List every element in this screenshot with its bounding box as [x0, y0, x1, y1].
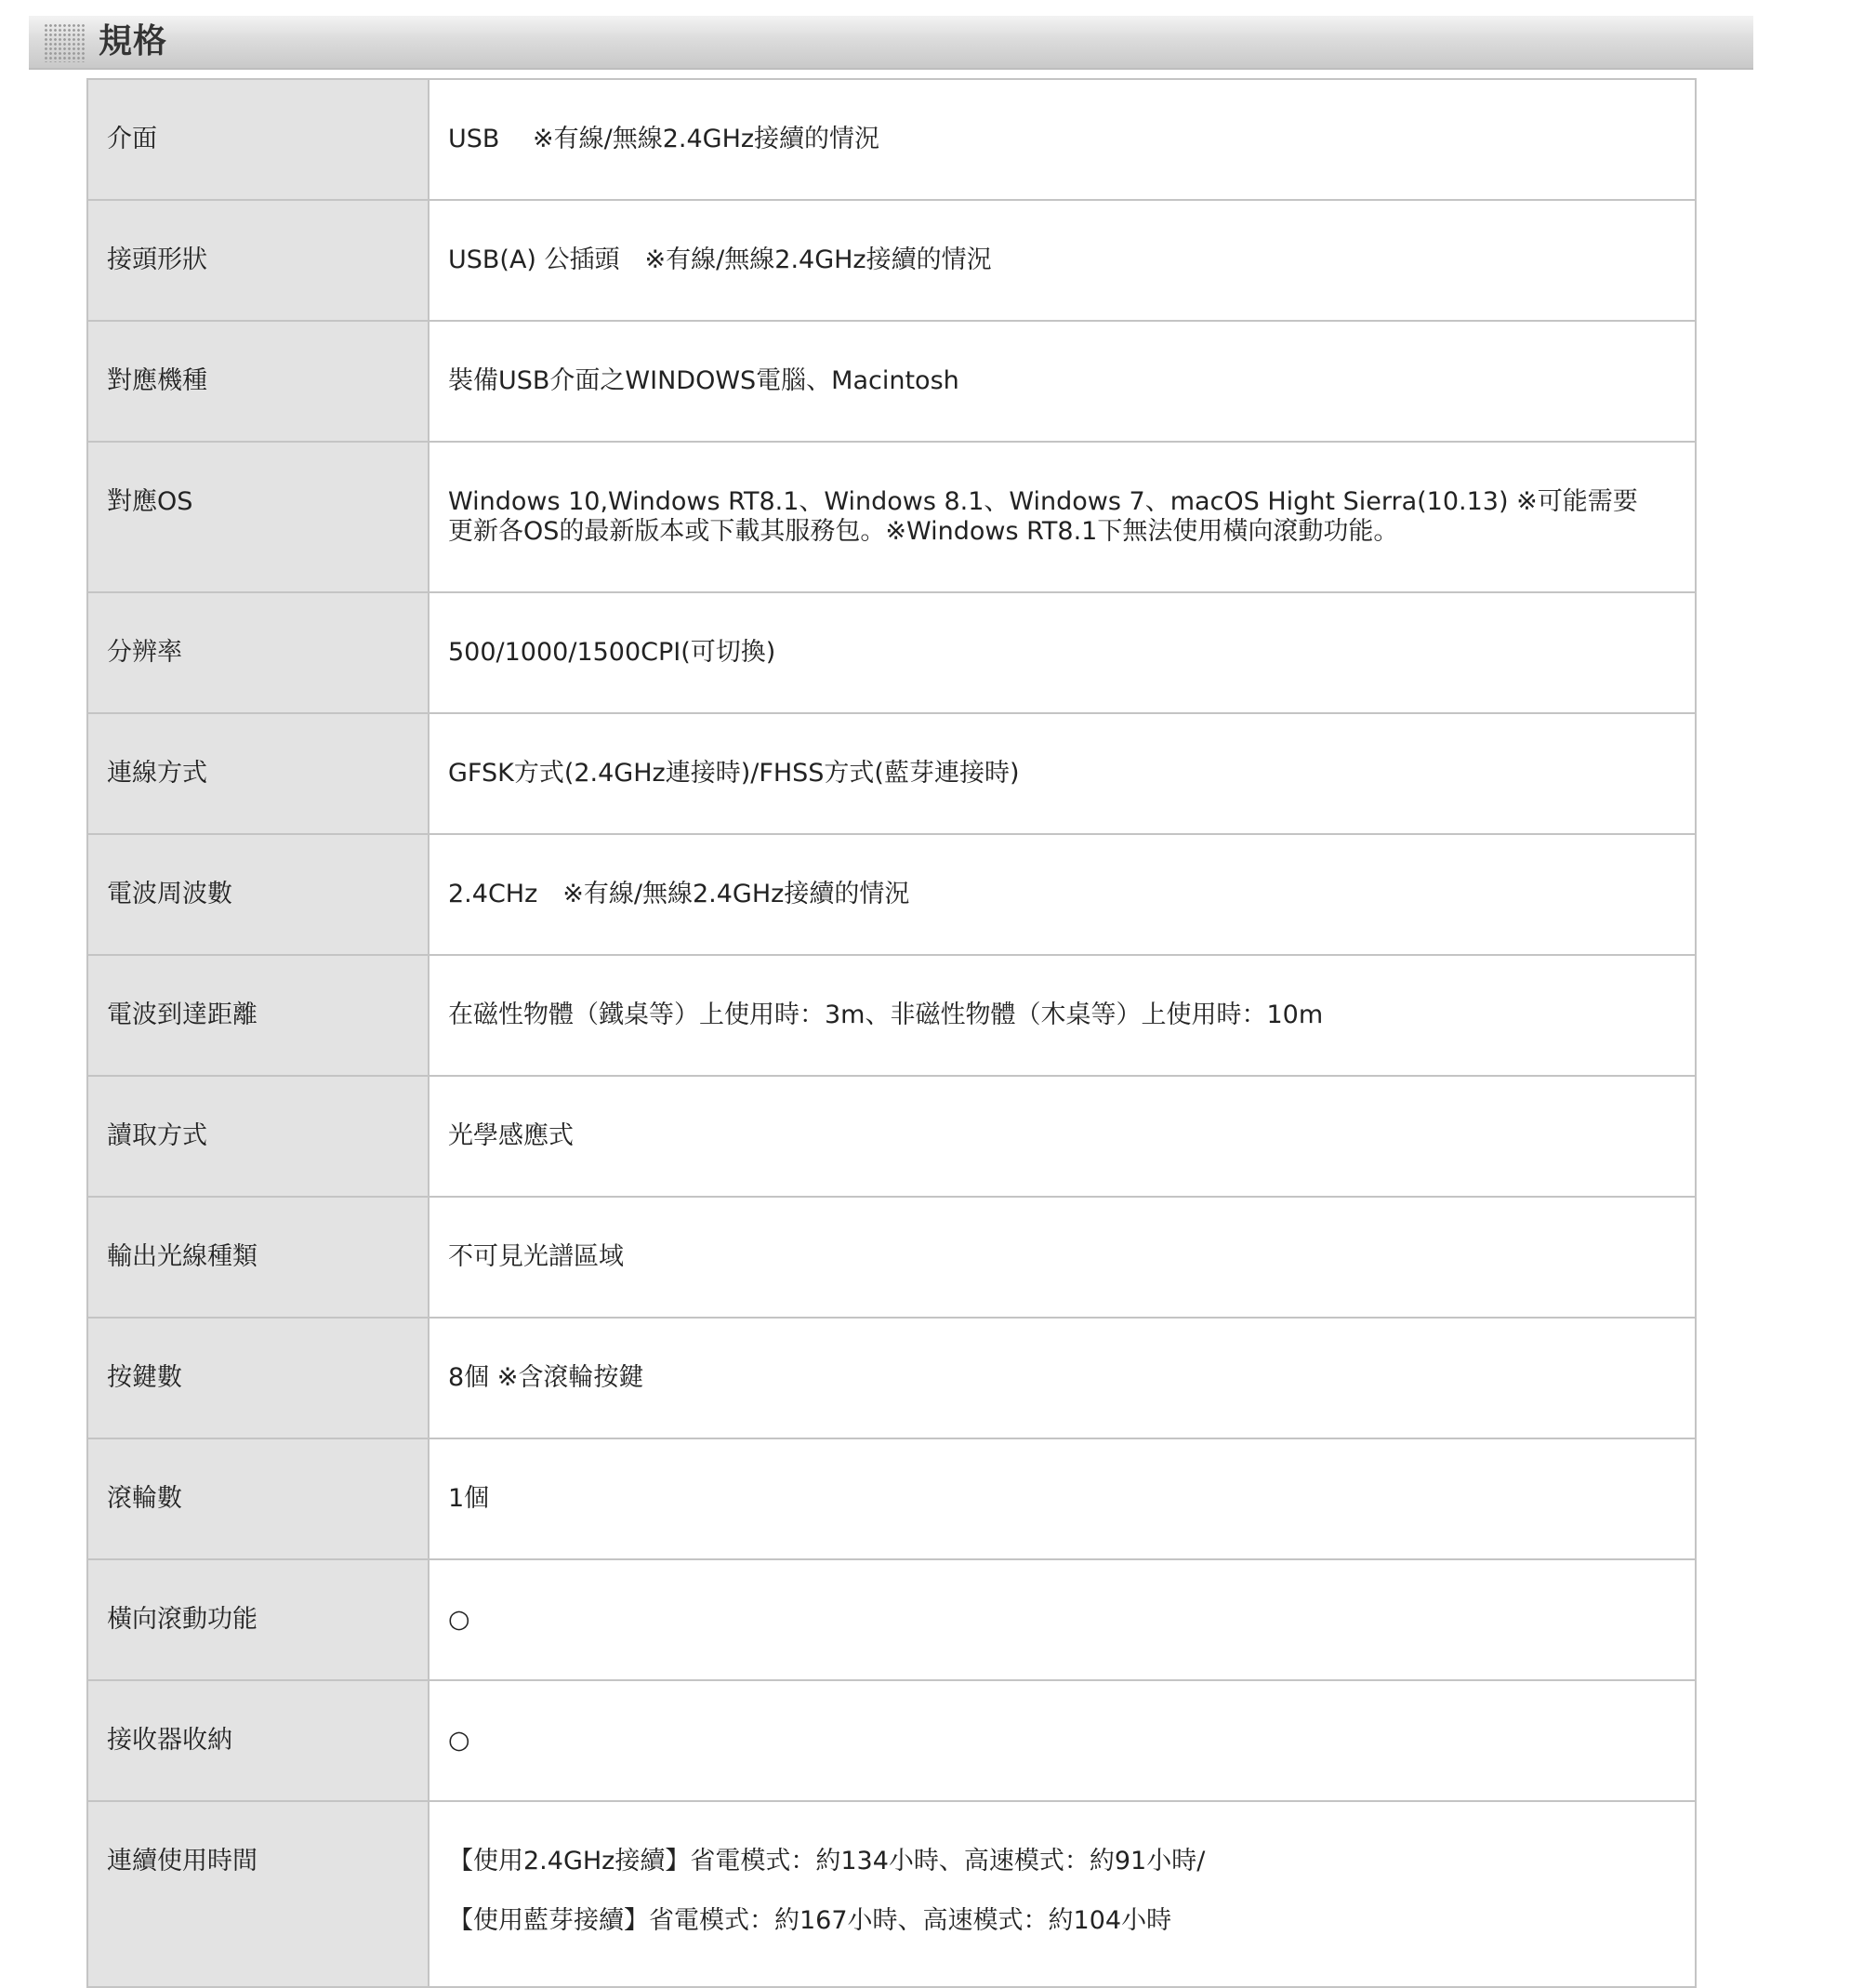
table-row	[87, 1680, 1696, 1801]
spec-value-line: 【使用2.4GHz接續】省電模式：約134小時、高速模式：約91小時/	[448, 1847, 1206, 1875]
spec-value-line: 【使用藍芽接續】省電模式：約167小時、高速模式：約104小時	[448, 1906, 1172, 1935]
spec-value: 8個 ※含滾輪按鍵	[429, 1318, 1696, 1438]
spec-table	[86, 78, 1697, 1988]
spec-label: 接頭形狀	[87, 200, 429, 321]
table-row	[87, 1559, 1696, 1680]
table-row	[87, 1438, 1696, 1559]
table-row	[87, 834, 1696, 955]
section-header	[29, 16, 1753, 70]
table-row	[87, 442, 1696, 592]
spec-label: 按鍵數	[87, 1318, 429, 1438]
spec-value: 1個	[429, 1438, 1696, 1559]
spec-label: 滾輪數	[87, 1438, 429, 1559]
spec-label: 橫向滾動功能	[87, 1559, 429, 1680]
spec-value: USB(A) 公插頭 ※有線/無線2.4GHz接續的情況	[429, 200, 1696, 321]
table-row	[87, 1197, 1696, 1318]
spec-label: 讀取方式	[87, 1076, 429, 1197]
spec-label: 電波到達距離	[87, 955, 429, 1076]
spec-value: 在磁性物體（鐵桌等）上使用時：3m、非磁性物體（木桌等）上使用時：10m	[429, 955, 1696, 1076]
spec-value: GFSK方式(2.4GHz連接時)/FHSS方式(藍芽連接時)	[429, 713, 1696, 834]
spec-label: 分辨率	[87, 592, 429, 713]
table-row	[87, 1318, 1696, 1438]
spec-value: ○	[429, 1559, 1696, 1680]
spec-value: 裝備USB介面之WINDOWS電腦、Macintosh	[429, 321, 1696, 442]
spec-label: 對應機種	[87, 321, 429, 442]
spec-value: ○	[429, 1680, 1696, 1801]
spec-label: 輸出光線種類	[87, 1197, 429, 1318]
header-grip-icon	[44, 23, 85, 62]
spec-label: 電波周波數	[87, 834, 429, 955]
section-title: 規格	[99, 22, 168, 60]
table-row	[87, 1801, 1696, 1987]
spec-value: 光學感應式	[429, 1076, 1696, 1197]
spec-value: Windows 10,Windows RT8.1、Windows 8.1、Windows 7、macOS Hight Sierra(10.13) ※可能需要更新各OS的最新版本或下載其服務包。※Windows RT8.1下無法使用橫向滾動功能。	[429, 442, 1696, 592]
spec-value	[429, 1801, 1696, 1987]
spec-label: 接收器收納	[87, 1680, 429, 1801]
spec-value: 不可見光譜區域	[429, 1197, 1696, 1318]
spec-value: USB ※有線/無線2.4GHz接續的情況	[429, 79, 1696, 200]
spec-label: 介面	[87, 79, 429, 200]
table-row	[87, 200, 1696, 321]
table-row	[87, 592, 1696, 713]
spec-label: 連線方式	[87, 713, 429, 834]
spec-value: 500/1000/1500CPI(可切換)	[429, 592, 1696, 713]
spec-label: 連續使用時間	[87, 1801, 429, 1987]
table-row	[87, 1076, 1696, 1197]
spec-value: 2.4CHz ※有線/無線2.4GHz接續的情況	[429, 834, 1696, 955]
table-row	[87, 321, 1696, 442]
spec-label: 對應OS	[87, 442, 429, 592]
table-row	[87, 713, 1696, 834]
table-row	[87, 955, 1696, 1076]
table-row	[87, 79, 1696, 200]
